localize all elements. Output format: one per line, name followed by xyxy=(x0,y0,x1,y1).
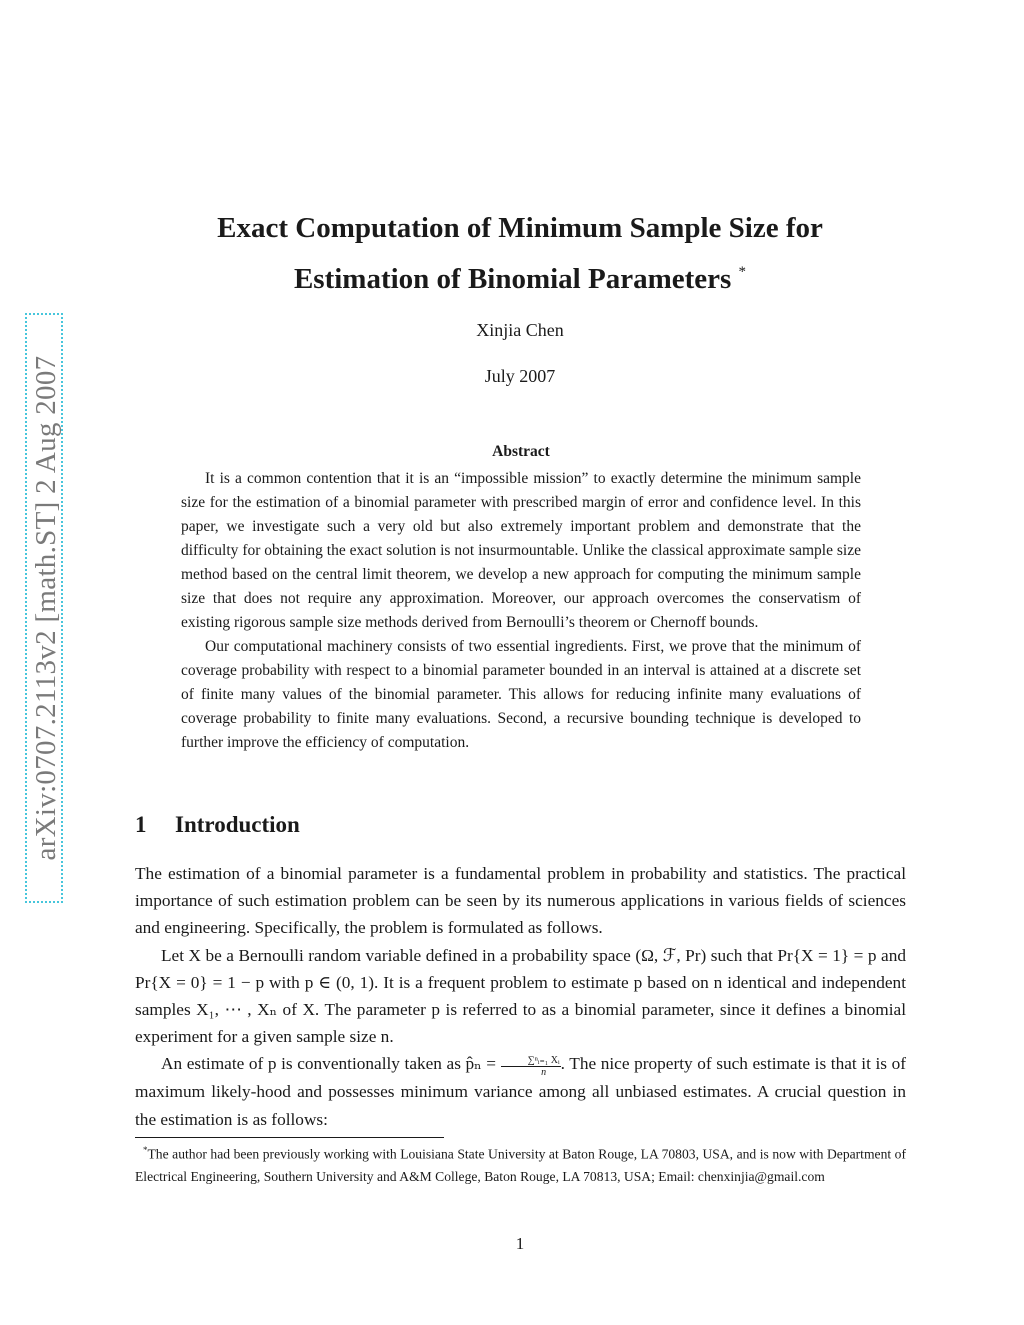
footnote-rule xyxy=(135,1137,444,1138)
abstract-body xyxy=(181,467,861,755)
intro-paragraph-2: Let X be a Bernoulli random variable defined in a probability space (Ω, ℱ, Pr) such that Pr{X = 1} = p and Pr{X = 0} = 1 − p with p ∈ (0, 1). It is a frequent problem to estimate p based on n identical and independent samples X₁, ⋯ , Xₙ of X. The parameter p is referred to as a binomial parameter, since it defines a binomial experiment for a given sample size n. xyxy=(135,945,906,1047)
author-name: Xinjia Chen xyxy=(476,320,564,340)
section-title: Introduction xyxy=(175,812,300,837)
footnote xyxy=(135,1139,906,1188)
introduction-body xyxy=(135,860,906,1133)
abstract-paragraph-2: Our computational machinery consists of two essential ingredients. First, we prove that the minimum of coverage probability with respect to a binomial parameter bounded in an interval is attained at a discrete set of finite many values of the binomial parameter. This allows for reducing infinite many evaluations of coverage probability to finite many evaluations. Second, a recursive bounding technique is developed to further improve the efficiency of computation. xyxy=(181,638,861,751)
abstract-paragraph-1: It is a common contention that it is an “impossible mission” to exactly determine the minimum sample size for the estimation of a binomial parameter with prescribed margin of error and confidence level. In this paper, we investigate such a very old but also extremely important problem and demonstrate that the difficulty for obtaining the exact solution is not insurmountable. Unlike the classical approximate sample size method based on the central limit theorem, we develop a new approach for computing the minimum sample size that does not require any approximation. Moreover, our approach overcomes the conservatism of existing rigorous sample size methods derived from Bernoulli’s theorem or Chernoff bounds. xyxy=(181,470,861,631)
intro-p3-end: . The nice property of such estimate is that it is of maximum likely-hood and possesses minimum variance among all unbiased estimates. A crucial question in the estimation is as follows: xyxy=(135,1054,907,1129)
publication-date: July 2007 xyxy=(484,366,556,386)
arxiv-stamp-text[interactable]: arXiv:0707.2113v2 [math.ST] 2 Aug 2007 xyxy=(25,313,63,903)
section-number: 1 xyxy=(135,812,147,837)
estimate-fraction xyxy=(501,1055,561,1078)
arxiv-stamp xyxy=(24,312,64,904)
title-line-2: Estimation of Binomial Parameters xyxy=(293,263,732,295)
fraction-numerator: ∑ⁿᵢ₌₁ Xᵢ xyxy=(501,1055,561,1067)
page-number: 1 xyxy=(515,1234,525,1253)
intro-p3-start: An estimate of p is conventionally taken as p̂ₙ = xyxy=(161,1054,496,1074)
abstract-heading: Abstract xyxy=(492,443,550,460)
intro-paragraph-3 xyxy=(135,1050,906,1132)
footnote-marker: * xyxy=(143,1145,148,1155)
fraction-denominator: n xyxy=(541,1067,547,1079)
footnote-text: The author had been previously working with Louisiana State University at Baton Rouge, LA 70803, USA, and is now with Department of Electrical Engineering, Southern University and A&M College, Baton Rouge, LA 70813, USA; Email: chenxinjia@gmail.com xyxy=(135,1146,906,1184)
section-heading xyxy=(135,812,300,838)
title-line-1: Exact Computation of Minimum Sample Size for xyxy=(217,212,823,244)
intro-paragraph-1: The estimation of a binomial parameter is a fundamental problem in probability and statistics. The practical importance of such estimation problem can be seen by its numerous applications in various fields of sciences and engineering. Specifically, the problem is formulated as follows. xyxy=(135,864,906,938)
paper-title xyxy=(120,206,920,301)
title-footnote-marker[interactable]: * xyxy=(738,264,747,280)
